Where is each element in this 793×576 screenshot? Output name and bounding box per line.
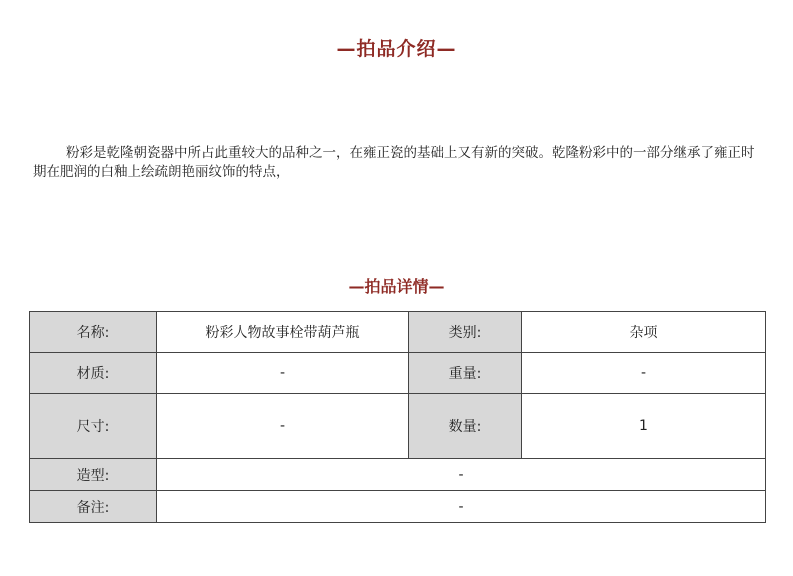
name-label: 名称: bbox=[30, 312, 157, 353]
intro-paragraph: 粉彩是乾隆朝瓷器中所占此重较大的品种之一，在雍正瓷的基础上又有新的突破。乾隆粉彩中的一部分继承了雍正时期在肥润的白釉上绘疏朗艳丽纹饰的特点， bbox=[33, 145, 755, 180]
table-row bbox=[30, 491, 766, 523]
details-section-title: —拍品详情— bbox=[348, 277, 445, 296]
size-label: 尺寸: bbox=[30, 394, 157, 459]
table-row bbox=[30, 312, 766, 353]
quantity-value: 1 bbox=[522, 394, 766, 459]
table-row bbox=[30, 459, 766, 491]
material-label: 材质: bbox=[30, 353, 157, 394]
intro-section-title: —拍品介绍— bbox=[336, 38, 457, 60]
category-value: 杂项 bbox=[522, 312, 766, 353]
remark-label: 备注: bbox=[30, 491, 157, 523]
name-value: 粉彩人物故事栓带葫芦瓶 bbox=[157, 312, 409, 353]
shape-value: - bbox=[157, 459, 766, 491]
category-label: 类别: bbox=[409, 312, 522, 353]
size-value: - bbox=[157, 394, 409, 459]
weight-label: 重量: bbox=[409, 353, 522, 394]
quantity-label: 数量: bbox=[409, 394, 522, 459]
table-row bbox=[30, 353, 766, 394]
weight-value: - bbox=[522, 353, 766, 394]
remark-value: - bbox=[157, 491, 766, 523]
material-value: - bbox=[157, 353, 409, 394]
table-row bbox=[30, 394, 766, 459]
shape-label: 造型: bbox=[30, 459, 157, 491]
details-table bbox=[29, 311, 766, 523]
